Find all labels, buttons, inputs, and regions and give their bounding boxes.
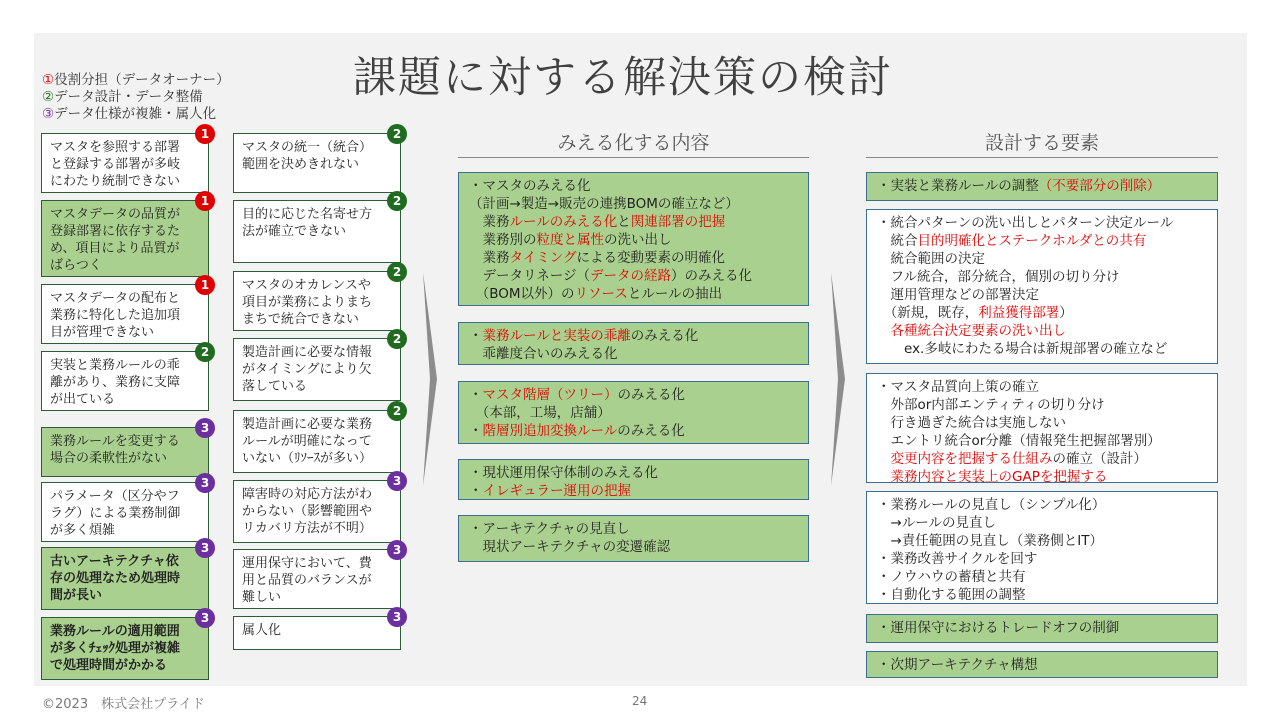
text: （新規，既存， — [877, 305, 979, 321]
problem-text-line: 製造計画に必要な情報 — [242, 345, 373, 360]
visualize-box — [458, 381, 809, 444]
text: ・ — [469, 387, 483, 403]
legend-item-2: ②データ設計・データ整備 — [42, 89, 203, 105]
design-text-line — [877, 450, 1207, 468]
design-box — [866, 651, 1218, 678]
category-badge: 3 — [195, 538, 215, 558]
highlighted-text: 階層別追加変換ルール — [482, 423, 618, 439]
problem-text-line: 属人化 — [242, 623, 282, 638]
problem-text-line: マスタの統一（統合） — [242, 140, 373, 155]
problem-text-line: が多くﾁｪｯｸ処理が複雑 — [50, 641, 181, 656]
visualize-text-line — [469, 213, 798, 231]
text: フル統合，部分統合，個別の切り分け — [877, 269, 1120, 285]
problem-text-line: 存の処理なため処理時 — [50, 571, 181, 586]
design-header: 設計する要素 — [866, 128, 1218, 158]
problem-text-line: がタイミングにより欠 — [242, 362, 372, 377]
category-badge: 3 — [387, 540, 407, 560]
text: 業務別の — [469, 232, 537, 248]
right-problem-card — [233, 616, 401, 650]
problem-text-line: 落している — [242, 379, 308, 394]
text: データリネージ（ — [469, 268, 590, 284]
highlighted-text: 目的明確化とステークホルダとの共有 — [917, 233, 1147, 249]
text: エントリ統合or分離（情報発生把握部署別） — [877, 433, 1161, 449]
design-box — [866, 373, 1218, 483]
visualize-text-line — [469, 249, 798, 267]
visualize-text-line — [469, 285, 798, 303]
design-text-line — [877, 268, 1207, 286]
text: ） — [1059, 305, 1073, 321]
design-text-line — [877, 232, 1207, 250]
right-problem-card — [233, 271, 401, 331]
problem-text-line: からない（影響範囲や — [242, 504, 373, 519]
visualize-box — [458, 172, 809, 306]
text: 業務 — [469, 214, 510, 230]
category-badge: 2 — [195, 342, 215, 362]
category-badge: 3 — [195, 418, 215, 438]
highlighted-text: 利益獲得部署 — [978, 305, 1060, 321]
design-text-line — [877, 322, 1207, 340]
problem-text-line: ラグ）による業務制御 — [50, 506, 181, 521]
problem-text-line: ルールが明確になって — [242, 434, 372, 449]
problem-text-line: 実装と業務ルールの乖 — [50, 358, 180, 373]
left-problem-card — [41, 547, 209, 610]
design-text-line — [877, 496, 1207, 514]
problem-text-line: マスタデータの品質が — [50, 207, 181, 222]
problem-text-line: マスタを参照する部署 — [50, 140, 181, 155]
design-text-line — [877, 177, 1207, 195]
design-text-line — [877, 468, 1207, 483]
problem-text-line: 目が管理できない — [50, 325, 155, 340]
text: ・アーキテクチャの見直し — [469, 521, 630, 537]
category-badge: 2 — [387, 262, 407, 282]
design-text-line — [877, 586, 1207, 604]
text: （計画→製造→販売の連携BOMの確立など） — [469, 196, 739, 212]
problem-text-line: で処理時間がかかる — [50, 658, 168, 673]
text: の確立（設計） — [1052, 451, 1147, 467]
text: ・次期アーキテクチャ構想 — [877, 657, 1038, 673]
highlighted-text: ルールのみえる化 — [509, 214, 618, 230]
arrow-right-icon — [421, 272, 439, 486]
category-badge: 3 — [387, 471, 407, 491]
design-text-line — [877, 532, 1207, 550]
category-badge: 1 — [195, 191, 215, 211]
text: ・現状運用保守体制のみえる化 — [469, 465, 658, 481]
visualize-text-line — [469, 345, 798, 363]
highlighted-text: データの経路 — [589, 268, 671, 284]
text: ・業務改善サイクルを回す — [877, 551, 1038, 567]
problem-text-line: 製造計画に必要な業務 — [242, 417, 373, 432]
problem-text-line: と登録する部署が多岐 — [50, 157, 181, 172]
highlighted-text: 粒度と属性 — [536, 232, 604, 248]
visualize-text-line — [469, 195, 798, 213]
arrow-right-icon — [829, 272, 847, 486]
text: ・ — [469, 483, 483, 499]
text: ・ — [469, 328, 483, 344]
text: ・業務ルールの見直し（シンプル化） — [877, 497, 1106, 513]
problem-text-line: まちで統合できない — [242, 312, 359, 327]
problem-text-line: 法が確立できない — [242, 224, 347, 239]
highlighted-text: 変更内容を把握する仕組み — [877, 451, 1053, 467]
design-text-line — [877, 414, 1207, 432]
left-problem-card — [41, 200, 209, 277]
text: ・マスタ品質向上策の確立 — [877, 379, 1039, 395]
problem-text-line: 運用保守において、費 — [242, 556, 372, 571]
problem-text-line: 項目が業務によりまち — [242, 295, 373, 310]
text: のみえる化 — [617, 423, 685, 439]
problem-text-line: にわたり統制できない — [50, 174, 181, 189]
left-problem-card — [41, 482, 209, 542]
highlighted-text: 各種統合決定要素の洗い出し — [877, 323, 1066, 339]
text: ・実装と業務ルールの調整 — [877, 178, 1039, 194]
highlighted-text: 関連部署の把握 — [630, 214, 726, 230]
category-badge: 1 — [195, 124, 215, 144]
design-box — [866, 172, 1218, 201]
highlighted-text: マスタ階層（ツリー） — [482, 387, 618, 403]
text: のみえる化 — [617, 387, 685, 403]
visualize-text-line — [469, 538, 798, 556]
problem-text-line: 障害時の対応方法がわ — [242, 487, 373, 502]
text: 統合範囲の決定 — [877, 251, 985, 267]
text: と — [617, 214, 631, 230]
highlighted-text: 業務内容と実装上のGAPを把握する — [877, 469, 1108, 483]
visualize-text-line — [469, 327, 798, 345]
left-problem-card — [41, 427, 209, 477]
design-box — [866, 209, 1218, 364]
text: による変動要素の明確化 — [576, 250, 725, 266]
visualize-text-line — [469, 231, 798, 249]
design-text-line — [877, 432, 1207, 450]
category-badge: 3 — [195, 473, 215, 493]
category-badge: 2 — [387, 124, 407, 144]
text: 行き過ぎた統合は実施しない — [877, 415, 1066, 431]
visualize-text-line — [469, 267, 798, 285]
design-box — [866, 491, 1218, 604]
highlighted-text: タイミング — [509, 250, 577, 266]
text: 乖離度合いのみえる化 — [469, 346, 618, 362]
text: ・統合パターンの洗い出しとパターン決定ルール — [877, 215, 1174, 231]
left-problem-card — [41, 617, 209, 680]
text: ex.多岐にわたる場合は新規部署の確立など — [877, 341, 1168, 357]
visualize-box — [458, 322, 809, 365]
visualize-box — [458, 459, 809, 500]
text: 業務 — [469, 250, 510, 266]
problem-text-line: 用と品質のバランスが — [242, 573, 372, 588]
problem-text-line: 業務ルールを変更する — [50, 434, 180, 449]
problem-text-line: パラメータ（区分やフ — [50, 489, 180, 504]
design-text-line — [877, 619, 1207, 637]
problem-text-line: 古いアーキテクチャ依 — [50, 554, 179, 569]
visualize-text-line — [469, 464, 798, 482]
problem-text-line: マスタのオカレンスや — [242, 278, 371, 293]
problem-text-line: 場合の柔軟性がない — [50, 451, 168, 466]
text: のみえる化 — [630, 328, 699, 344]
text: 運用管理などの部署決定 — [877, 287, 1039, 303]
right-problem-card — [233, 549, 401, 609]
design-text-line — [877, 340, 1207, 358]
legend — [42, 72, 230, 123]
design-text-line — [877, 396, 1207, 414]
category-badge: 3 — [195, 608, 215, 628]
visualize-text-line — [469, 422, 798, 440]
page-number: 24 — [632, 694, 648, 708]
text: →ルールの見直し — [877, 515, 997, 531]
problem-text-line: 業務に特化した追加項 — [50, 308, 181, 323]
highlighted-text: 業務ルールと実装の乖離 — [482, 328, 631, 344]
design-text-line — [877, 568, 1207, 586]
right-problem-card — [233, 200, 401, 263]
highlighted-text: イレギュラー運用の把握 — [482, 483, 631, 499]
category-badge: 2 — [387, 401, 407, 421]
text: ）のみえる化 — [670, 268, 752, 284]
problem-text-line: が多く煩雑 — [50, 523, 116, 538]
visualize-box — [458, 515, 809, 562]
category-badge: 2 — [387, 191, 407, 211]
problem-text-line: ばらつく — [50, 258, 102, 273]
right-problem-card — [233, 480, 401, 543]
text: ・運用保守におけるトレードオフの制御 — [877, 620, 1120, 636]
problem-text-line: 登録部署に依存するた — [50, 224, 181, 239]
highlighted-text: リソース — [574, 286, 628, 302]
problem-text-line: 間が長い — [50, 588, 103, 603]
visualize-text-line — [469, 482, 798, 500]
category-badge: 3 — [387, 607, 407, 627]
design-box — [866, 614, 1218, 643]
text: 現状アーキテクチャの変遷確認 — [469, 539, 671, 555]
left-problem-card — [41, 284, 209, 344]
design-text-line — [877, 214, 1207, 232]
category-badge: 1 — [195, 275, 215, 295]
category-badge: 2 — [387, 329, 407, 349]
text: ・ — [469, 423, 483, 439]
text: （BOM以外）の — [469, 286, 575, 302]
problem-text-line: が出ている — [50, 392, 116, 407]
legend-item-3: ③データ仕様が複雑・属人化 — [42, 106, 217, 122]
visualize-text-line — [469, 404, 798, 422]
copyright: ©2023 株式会社プライド — [42, 697, 205, 712]
page-title: 課題に対する解決策の検討 — [353, 53, 893, 103]
right-problem-card — [233, 133, 401, 193]
problem-text-line: マスタデータの配布と — [50, 291, 181, 306]
problem-text-line: 目的に応じた名寄せ方 — [242, 207, 373, 222]
text: とルールの抽出 — [627, 286, 723, 302]
text: ・マスタのみえる化 — [469, 178, 591, 194]
design-text-line — [877, 304, 1207, 322]
visualize-text-line — [469, 520, 798, 538]
text: の洗い出し — [604, 232, 672, 248]
problem-text-line: 難しい — [242, 590, 282, 605]
legend-item-1: ①役割分担（データオーナー） — [42, 72, 230, 88]
problem-text-line: め、項目により品質が — [50, 241, 180, 256]
problem-text-line: 離があり、業務に支障 — [50, 375, 181, 390]
text: ・自動化する範囲の調整 — [877, 587, 1026, 603]
text: 外部or内部エンティティの切り分け — [877, 397, 1105, 413]
visualize-header: みえる化する内容 — [458, 128, 809, 158]
right-problem-card — [233, 338, 401, 401]
left-problem-card — [41, 133, 209, 193]
text: ・ノウハウの蓄積と共有 — [877, 569, 1026, 585]
text: 統合 — [877, 233, 918, 249]
design-text-line — [877, 514, 1207, 532]
visualize-text-line — [469, 386, 798, 404]
problem-text-line: 範囲を決めきれない — [242, 157, 360, 172]
problem-text-line: リカバリ方法が不明） — [242, 521, 372, 536]
text: （本部，工場，店舗） — [469, 405, 611, 421]
design-text-line — [877, 250, 1207, 268]
left-problem-card — [41, 351, 209, 411]
problem-text-line: いない（ﾘｿｰｽが多い） — [242, 451, 373, 466]
design-text-line — [877, 656, 1207, 674]
problem-text-line: 業務ルールの適用範囲 — [50, 624, 180, 639]
design-text-line — [877, 378, 1207, 396]
design-text-line — [877, 286, 1207, 304]
visualize-text-line — [469, 177, 798, 195]
highlighted-text: （不要部分の削除） — [1038, 178, 1161, 194]
text: →責任範囲の見直し（業務側とIT） — [877, 533, 1104, 549]
design-text-line — [877, 550, 1207, 568]
right-problem-card — [233, 410, 401, 473]
